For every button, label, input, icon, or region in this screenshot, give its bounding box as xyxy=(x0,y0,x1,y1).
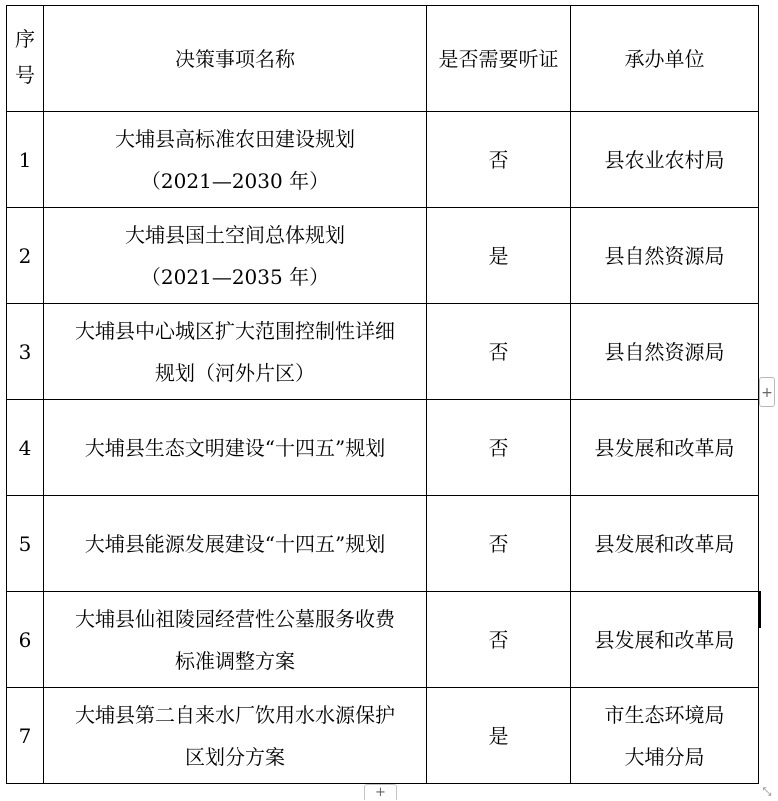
cell-no[interactable]: 3 xyxy=(7,304,44,400)
cell-unit[interactable] xyxy=(571,112,759,208)
cell-name[interactable] xyxy=(44,112,427,208)
cell-name-line: 大埔县中心城区扩大范围控制性详细 xyxy=(75,318,395,343)
table-row xyxy=(7,592,759,688)
cell-hearing[interactable]: 是 xyxy=(427,688,571,784)
cell-name-line: 标准调整方案 xyxy=(175,648,295,673)
cell-name-line: 规划（河外片区） xyxy=(155,360,315,385)
cell-hearing[interactable]: 否 xyxy=(427,112,571,208)
cell-unit[interactable] xyxy=(571,496,759,592)
cell-unit[interactable] xyxy=(571,592,759,688)
cell-name[interactable] xyxy=(44,208,427,304)
header-no[interactable]: 序号 xyxy=(7,6,44,112)
cell-unit-line: 县自然资源局 xyxy=(604,243,725,268)
cell-name[interactable] xyxy=(44,304,427,400)
cell-hearing[interactable]: 否 xyxy=(427,496,571,592)
cell-name-line: （2021—2030 年） xyxy=(140,168,330,193)
cell-no[interactable]: 6 xyxy=(7,592,44,688)
table-row xyxy=(7,304,759,400)
text-cursor xyxy=(759,591,761,628)
cell-unit[interactable] xyxy=(571,688,759,784)
cell-name-line: 大埔县第二自来水厂饮用水水源保护 xyxy=(75,702,395,727)
table-header-row xyxy=(7,6,759,112)
cell-unit-line: 市生态环境局 xyxy=(604,702,725,727)
table-row xyxy=(7,496,759,592)
cell-name-line: 大埔县高标准农田建设规划 xyxy=(115,126,355,151)
header-name[interactable]: 决策事项名称 xyxy=(44,6,427,112)
table-row xyxy=(7,400,759,496)
table-row xyxy=(7,688,759,784)
add-row-button[interactable]: + xyxy=(364,784,397,800)
cell-hearing[interactable]: 否 xyxy=(427,592,571,688)
cell-name-line: （2021—2035 年） xyxy=(140,264,330,289)
cell-hearing[interactable]: 是 xyxy=(427,208,571,304)
cell-hearing[interactable]: 否 xyxy=(427,304,571,400)
cell-no[interactable]: 1 xyxy=(7,112,44,208)
cell-name-line: 大埔县国土空间总体规划 xyxy=(125,222,345,247)
header-hearing[interactable]: 是否需要听证 xyxy=(427,6,571,112)
cell-no[interactable]: 5 xyxy=(7,496,44,592)
decision-items-table xyxy=(6,5,759,784)
table-resize-icon[interactable]: ⤡ xyxy=(762,785,772,798)
cell-name[interactable] xyxy=(44,688,427,784)
cell-name[interactable] xyxy=(44,496,427,592)
table-row xyxy=(7,208,759,304)
cell-name[interactable] xyxy=(44,592,427,688)
cell-no[interactable]: 4 xyxy=(7,400,44,496)
cell-unit-line: 县发展和改革局 xyxy=(594,531,735,556)
cell-name-line: 大埔县生态文明建设“十四五”规划 xyxy=(84,435,386,460)
cell-unit-line: 县发展和改革局 xyxy=(594,627,735,652)
header-unit[interactable]: 承办单位 xyxy=(571,6,759,112)
cell-unit[interactable] xyxy=(571,304,759,400)
cell-no[interactable]: 2 xyxy=(7,208,44,304)
cell-name-line: 区划分方案 xyxy=(185,744,285,769)
cell-unit-line: 县自然资源局 xyxy=(604,339,725,364)
cell-no[interactable]: 7 xyxy=(7,688,44,784)
cell-unit-line: 大埔分局 xyxy=(624,744,705,769)
cell-unit-line: 县发展和改革局 xyxy=(594,435,735,460)
cell-unit[interactable] xyxy=(571,208,759,304)
cell-hearing[interactable]: 否 xyxy=(427,400,571,496)
cell-name[interactable] xyxy=(44,400,427,496)
cell-name-line: 大埔县能源发展建设“十四五”规划 xyxy=(84,531,386,556)
cell-unit[interactable] xyxy=(571,400,759,496)
cell-unit-line: 县农业农村局 xyxy=(604,147,725,172)
add-column-button[interactable]: + xyxy=(759,377,775,407)
cell-name-line: 大埔县仙祖陵园经营性公墓服务收费 xyxy=(75,606,395,631)
table-row xyxy=(7,112,759,208)
